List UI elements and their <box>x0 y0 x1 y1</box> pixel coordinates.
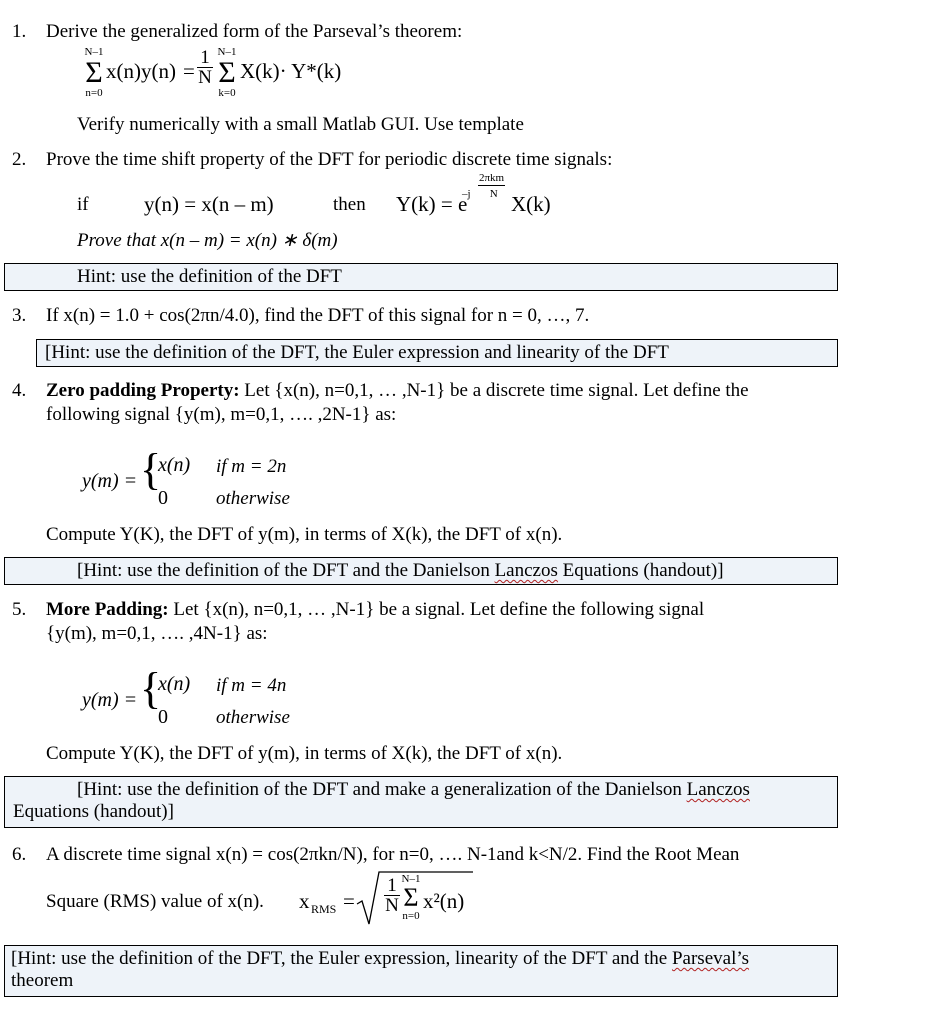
problem-5-heading: More Padding: <box>46 599 169 620</box>
case-2-value: 0 <box>158 487 168 509</box>
piecewise-lhs: y(m) = <box>82 689 138 711</box>
equals-sign: = <box>343 889 355 913</box>
rms-summand: x²(n) <box>423 889 465 913</box>
sigma-symbol: Σ <box>403 883 419 912</box>
hint-5-line-2: Equations (handout)] <box>13 801 174 823</box>
equals-sign: = <box>183 59 195 83</box>
hint-3-text: [Hint: use the definition of the DFT, the Euler expression and linearity of the DFT <box>45 342 669 363</box>
sum-lower-limit: n=0 <box>402 910 420 922</box>
fraction-denominator: N <box>198 67 212 88</box>
problem-4-compute: Compute Y(K), the DFT of y(m), in terms of X(k), the DFT of x(n). <box>46 524 563 545</box>
problem-5-compute: Compute Y(K), the DFT of y(m), in terms of X(k), the DFT of x(n). <box>46 743 563 764</box>
hint-6-line-1 <box>11 948 831 970</box>
verify-text: Verify numerically with a small Matlab GUI. Use template <box>77 114 524 135</box>
hint-box-4 <box>4 557 838 585</box>
problem-4-line-2: following signal {y(m), m=0,1, …. ,2N-1} as: <box>46 404 397 425</box>
piecewise-lhs: y(m) = <box>82 470 138 492</box>
problem-6-line-2: Square (RMS) value of x(n). <box>46 891 264 912</box>
hint-2-text: Hint: use the definition of the DFT <box>77 266 342 287</box>
problem-6-line-1: A discrete time signal x(n) = cos(2πkn/N), for n=0, …. N-1and k<N/2. Find the Root Mean <box>46 844 740 865</box>
problem-1-number: 1. <box>12 21 27 42</box>
problem-2-number: 2. <box>12 149 27 170</box>
fraction-numerator: 1 <box>384 876 400 896</box>
hint-box-5 <box>4 776 838 828</box>
exponent-denominator: –j N <box>462 188 498 200</box>
fraction-numerator: 1 <box>197 48 213 68</box>
exponent-numerator: 2πkm <box>479 172 505 184</box>
problem-2-title: Prove the time shift property of the DFT for periodic discrete time signals: <box>46 149 613 170</box>
hint-box-3 <box>36 339 838 367</box>
hint-6-text-name: Parseval’s <box>671 948 750 969</box>
sum-upper-limit: N–1 <box>84 46 104 58</box>
case-1-value: x(n) <box>158 673 191 695</box>
problem-4-line-1-text: Let {x(n), n=0,1, … ,N-1} be a discrete time signal. Let define the <box>239 380 749 401</box>
problem-5-line-2: {y(m), m=0,1, …. ,4N-1} as: <box>46 623 268 644</box>
problem-4-number: 4. <box>12 380 27 401</box>
case-2-condition: otherwise <box>216 488 290 509</box>
shift-result-tail: X(k) <box>511 192 551 216</box>
sum-lower-limit: k=0 <box>218 87 236 99</box>
problem-5-line-1-text: Let {x(n), n=0,1, … ,N-1} be a signal. Let define the following signal <box>168 599 705 620</box>
sum-upper-limit: N–1 <box>217 46 237 58</box>
hint-box-2 <box>4 263 838 291</box>
sum-lower-limit: n=0 <box>85 87 103 99</box>
shift-condition: y(n) = x(n – m) <box>144 192 274 216</box>
sigma-symbol: Σ <box>218 56 236 89</box>
case-1-condition: if m = 2n <box>216 456 287 477</box>
problem-6-number: 6. <box>12 844 27 865</box>
then-label: then <box>333 194 366 215</box>
problem-3-number: 3. <box>12 305 27 326</box>
case-2-condition: otherwise <box>216 707 290 728</box>
rms-subscript: RMS <box>311 902 337 916</box>
if-label: if <box>77 194 89 215</box>
hint-5-text-pre: [Hint: use the definition of the DFT and make a generalization of the Danielson <box>77 779 687 800</box>
left-brace-icon: { <box>140 664 162 713</box>
parseval-lhs: x(n)y(n) <box>106 59 176 83</box>
left-brace-icon: { <box>140 445 162 494</box>
problem-1-title: Derive the generalized form of the Parseval’s theorem: <box>46 21 463 42</box>
hint-5-line-1 <box>13 779 831 801</box>
hint-6-line-2: theorem <box>11 970 74 992</box>
problem-4-line-1 <box>46 380 749 402</box>
shift-result: Y(k) = e <box>396 192 468 216</box>
hint-4-text-post: Equations (handout)] <box>557 560 724 581</box>
sum-upper-limit: N–1 <box>401 873 421 885</box>
hint-5-text-name: Lanczos <box>686 779 750 800</box>
problem-5-line-1 <box>46 599 704 621</box>
hint-4-text-pre: [Hint: use the definition of the DFT and the Danielson <box>77 560 495 581</box>
case-1-value: x(n) <box>158 454 191 476</box>
hint-4-text-name: Lanczos <box>494 560 558 581</box>
sigma-symbol: Σ <box>85 56 103 89</box>
problem-5-number: 5. <box>12 599 27 620</box>
rms-symbol: x <box>299 889 310 913</box>
problem-4-heading: Zero padding Property: <box>46 380 240 401</box>
hint-6-text-pre: [Hint: use the definition of the DFT, the Euler expression, linearity of the DFT and the <box>11 948 672 969</box>
problem-3-text: If x(n) = 1.0 + cos(2πn/4.0), find the DFT of this signal for n = 0, …, 7. <box>46 305 590 326</box>
fraction-denominator: N <box>385 895 399 916</box>
parseval-rhs: X(k)· Y*(k) <box>240 59 342 83</box>
case-1-condition: if m = 4n <box>216 675 287 696</box>
hint-box-6 <box>4 945 838 997</box>
case-2-value: 0 <box>158 706 168 728</box>
prove-statement: Prove that x(n – m) = x(n) ∗ δ(m) <box>77 230 338 251</box>
